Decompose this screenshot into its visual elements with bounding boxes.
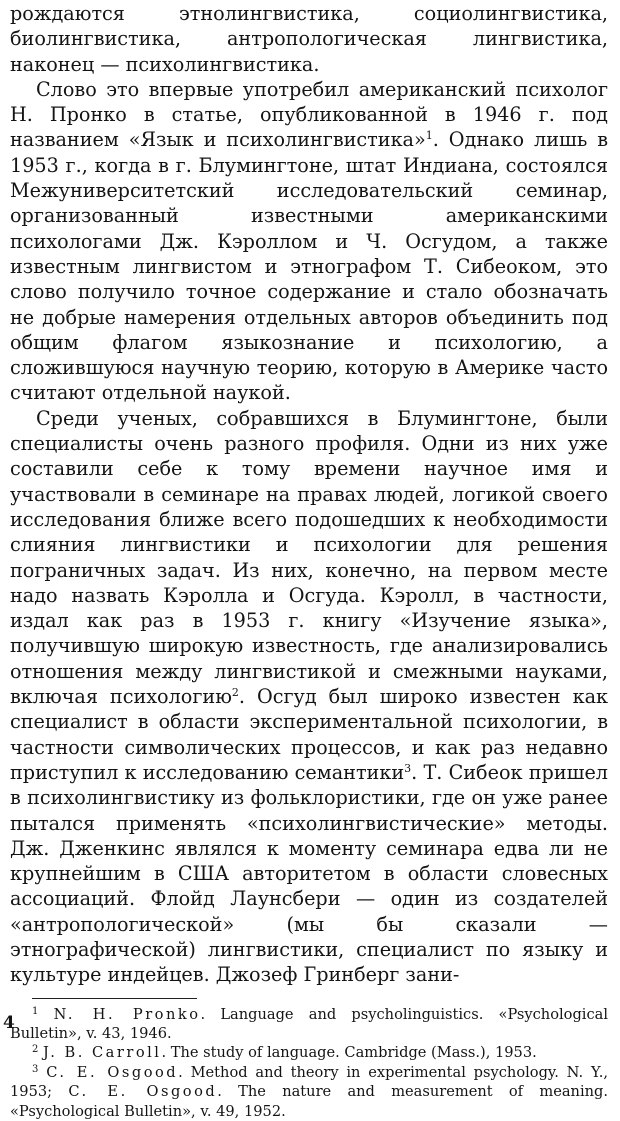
paragraph-1: рождаются этнолингвистика, социолингвистика, биолингвистика, антропологическая лингвистика, наконец — психолингвистика. <box>10 2 608 76</box>
footnote-3-author-2: C. E. Osgood <box>68 1083 218 1101</box>
footnote-3-text-2: . The nature and measurement of meaning. «Psychological Bulletin», v. 49, 1952. <box>10 1083 608 1120</box>
footnote-3-text: . Method and theory in experimental psychology. N. Y., 1953; <box>10 1063 608 1101</box>
main-text <box>10 1 608 988</box>
footnote-divider <box>32 998 197 999</box>
footnote-ref-3: 3 <box>404 761 412 775</box>
paragraph-2-text-a: Слово это впервые употребил американский психолог Н. Пронко в статье, опубликованной в 1946 г. под названием «Язык и психолингвистика» <box>10 77 608 152</box>
footnote-3 <box>10 1063 608 1121</box>
paragraph-2-text-b: . Однако лишь в 1953 г., когда в г. Блумингтоне, штат Индиана, состоялся Межуниверситетский исследовательский семинар, организованный известными американскими психологами Дж. Кэроллом и Ч. Осгудом, а также известным лингвистом и этнографом Т. Сибеоком, это слово получило точное содержание и стало обозначать не добрые намерения отдельных авторов объединить под общим флагом языкознание и психологию, а сложившуюся научную теорию, которую в Америке часто считают отдельной наукой. <box>10 128 608 405</box>
footnote-ref-1: 1 <box>425 129 433 143</box>
paragraph-3-text-c: . Т. Сибеок пришел в психолингвистику из фольклористики, где он уже ранее пытался применять «психолингвистические» методы. Дж. Дженкинс являлся к моменту семинара едва ли не крупнейшим в США авторитетом в области словесных ассоциаций. Флойд Лаунсбери — один из создателей «антропологической» (мы бы сказали — этнографической) лингвистики, специалист по языку и культуре индейцев. Джозеф Гринберг зани- <box>10 760 608 987</box>
paragraph-3-text-a: Среди ученых, собравшихся в Блумингтоне, были специалисты очень разного профиля. Одни из них уже составили себе к тому времени научное имя и участвовали в семинаре на правах людей, логикой своего исследования ближе всего подошедших к необходимости слияния лингвистики и психологии для решения пограничных задач. Из них, конечно, на первом месте надо назвать Кэролла и Осгуда. Кэролл, в частности, издал как раз в 1953 г. книгу «Изучение языка», получившую широкую известность, где анализировались отношения между лингвистикой и смежными науками, включая психологию <box>10 406 608 709</box>
paragraph-2 <box>10 77 608 406</box>
footnote-2-author: J. B. Carroll <box>43 1044 162 1062</box>
footnote-2-text: . The study of language. Cambridge (Mass.), 1953. <box>161 1044 537 1062</box>
paragraph-3 <box>10 406 608 988</box>
paragraph-3-text-b: . Осгуд был широко известен как специалист в области экспериментальной психологии, в частности символических процессов, и как раз недавно приступил к исследованию семантики <box>10 685 608 784</box>
footnote-mark-3: 3 <box>32 1063 39 1075</box>
footnote-1 <box>10 1005 608 1044</box>
footnote-3-author: C. E. Osgood <box>46 1063 179 1081</box>
footnote-ref-2: 2 <box>231 686 239 700</box>
footnote-mark-1: 1 <box>32 1005 39 1017</box>
footnote-1-author: N. H. Pronko <box>53 1005 201 1023</box>
footnotes <box>10 1005 608 1121</box>
footnote-1-text: . Language and psycholinguistics. «Psychological Bulletin», v. 43, 1946. <box>10 1005 608 1042</box>
footnote-2 <box>10 1043 608 1062</box>
footnote-mark-2: 2 <box>32 1044 39 1056</box>
page-number: 4 <box>3 1013 15 1033</box>
